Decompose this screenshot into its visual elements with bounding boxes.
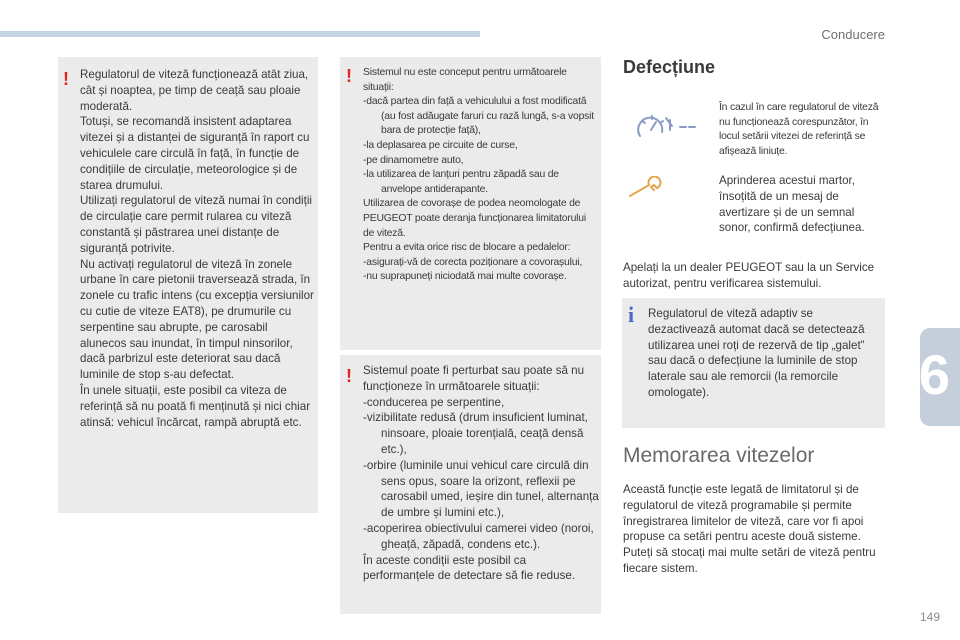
info-text-adaptive: Regulatorul de viteză adaptiv se dezactivează automat dacă se detectează utilizarea unei roți de rezervă de tip „galet” sau dacă o defecțiune la luminile de stop laterale sau ale remorcii (la remorcile omologate). — [648, 307, 865, 399]
list-item: -acoperirea obiectivului camerei video (noroi, gheață, zăpadă, condens etc.). — [363, 521, 594, 551]
list-item: -la utilizarea de lanțuri pentru zăpadă sau de anvelope antiderapante. — [363, 169, 559, 195]
warning-light-description: Aprinderea acestui martor, însoțită de un mesaj de avertizare și de un semnal sonor, confirmă defecțiunea. — [719, 174, 865, 235]
warning-mark-icon: ! — [346, 66, 352, 86]
paragraph: Regulatorul de viteză funcționează atât ziua, cât și noaptea, pe timp de ceață sau ploaie moderată. — [80, 68, 309, 113]
info-mark-icon: i — [628, 302, 635, 327]
list-dash: - — [363, 458, 367, 472]
list-item: -la deplasarea pe circuite de curse, — [363, 139, 518, 151]
paragraph: Utilizarea de covorașe de podea neomologate de PEUGEOT poate deranja funcționarea limitatorului de viteză. — [363, 198, 586, 239]
chapter-number: 6 — [918, 343, 950, 406]
top-accent-bar — [0, 31, 480, 37]
paragraph: Utilizați regulatorul de viteză numai în condiții de circulație care permit rularea cu viteză constantă și păstrarea unei distanțe de siguranță potrivite. — [80, 194, 312, 255]
paragraph: În unele situații, este posibil ca viteza de referință să nu poată fi menținută și nici chiar atinsă: vehicul încărcat, rampă abruptă etc. — [80, 383, 311, 429]
defect-description: În cazul în care regulatorul de viteză nu funcționează corespunzător, în locul setării vitezei de referință se afișează liniuțe. — [719, 102, 879, 157]
list-item: -vizibilitate redusă (drum insuficient luminat, ninsoare, ploaie torențială, ceață densă etc.), — [363, 411, 588, 456]
list-dash: - — [363, 169, 367, 181]
paragraph: Pentru a evita orice risc de blocare a pedalelor: — [363, 242, 571, 254]
list-item: -conducerea pe serpentine, — [363, 395, 505, 409]
warning-text-not-designed — [363, 66, 599, 285]
page-number: 149 — [919, 610, 940, 624]
cruise-control-dashes-icon — [636, 110, 700, 144]
warning-text-usage — [80, 67, 316, 430]
list-dash: - — [363, 139, 367, 151]
list-dash: - — [363, 96, 367, 108]
warning-text-disturbed — [363, 363, 599, 584]
list-item: -pe dinamometre auto, — [363, 154, 464, 166]
dealer-paragraph: Apelați la un dealer PEUGEOT sau la un Service autorizat, pentru verificarea sistemului. — [623, 261, 875, 290]
paragraph: Sistemul poate fi perturbat sau poate să nu funcționeze în următoarele situații: — [363, 364, 585, 393]
list-dash: - — [363, 411, 367, 425]
wrench-icon — [627, 176, 667, 200]
section-heading-memory: Memorarea vitezelor — [623, 444, 815, 467]
section-title: Conducere — [821, 27, 885, 42]
list-item: -nu suprapuneți niciodată mai multe covorașe. — [363, 271, 567, 283]
paragraph: În aceste condiții este posibil ca performanțele de detectare să fie reduse. — [363, 553, 576, 583]
paragraph: Sistemul nu este conceput pentru următoarele situații: — [363, 67, 567, 93]
list-dash: - — [363, 256, 367, 268]
list-item: -orbire (luminile unui vehicul care circulă din sens opus, soare la orizont, reflexii pe carosabil umed, ieșire din tunel, alternanța de umbre și lumini etc.), — [363, 458, 599, 520]
list-dash: - — [363, 271, 367, 283]
list-dash: - — [363, 521, 367, 535]
list-item: -dacă partea din față a vehiculului a fost modificată (au fost adăugate faruri cu rază lungă, s-a vopsit bara de protecție față), — [363, 96, 594, 137]
list-dash: - — [363, 154, 367, 166]
list-item: -asigurați-vă de corecta poziționare a covorașului, — [363, 256, 583, 268]
paragraph: Totuși, se recomandă insistent adaptarea vitezei și a distanței de siguranță în raport cu vehiculele care circulă în față, în funcție de condițiile de circulație, meteorologice și de starea drumului. — [80, 115, 310, 192]
paragraph: Nu activați regulatorul de viteză în zonele urbane în care pietonii traversează strada, în zonele cu trafic intens (cu excepția versiunilor cu cutie de viteze EAT8), pe drumurile cu serpentine sau abrupte, pe carosabil alunecos sau inundat, în timpul ninsorilor, dacă parbrizul este deteriorat sau dacă luminile de stop s-au defectat. — [80, 257, 314, 382]
memory-paragraph: Această funcție este legată de limitatorul și de regulatorul de viteză programabile și permite înregistrarea limitelor de viteză, care vor fi apoi propuse ca setări pentru aceste două sisteme. Puteți să stocați mai multe setări de viteză pentru fiecare sistem. — [623, 483, 876, 575]
list-dash: - — [363, 395, 367, 409]
warning-mark-icon: ! — [63, 69, 69, 89]
warning-mark-icon: ! — [346, 366, 352, 386]
section-heading-defect: Defecțiune — [623, 57, 716, 77]
